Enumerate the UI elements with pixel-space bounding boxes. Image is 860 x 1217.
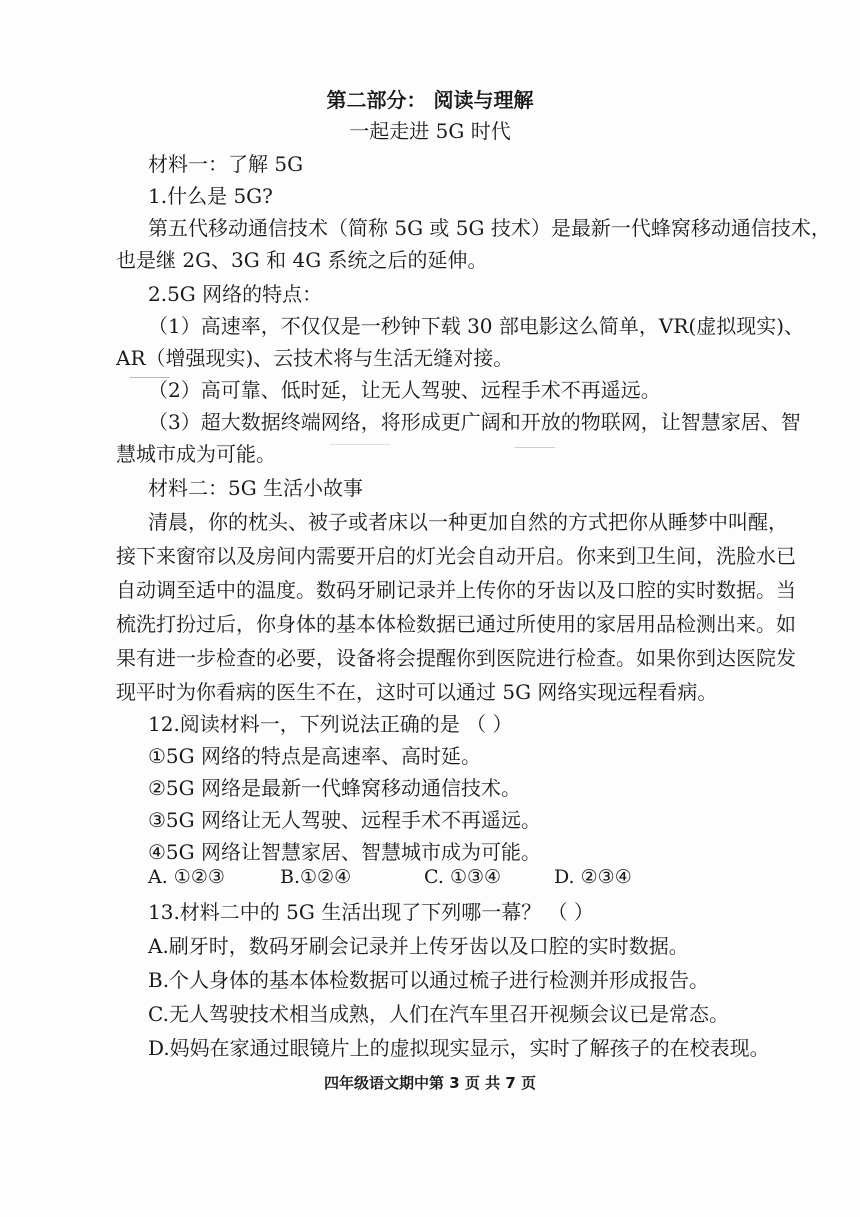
scan-mark: [515, 447, 555, 448]
q12-options: [148, 866, 668, 894]
story-line-2: 接下来窗帘以及房间内需要开启的灯光会自动开启。你来到卫生间，洗脸水已: [116, 544, 796, 568]
q12-statement-1: ①5G 网络的特点是高速率、高时延。: [148, 744, 481, 768]
story-line-6: 现平时为你看病的医生不在，这时可以通过 5G 网络实现远程看病。: [116, 680, 718, 704]
section-title: 第二部分： 阅读与理解: [326, 88, 534, 112]
feature-2-line-1: （2）高可靠、低时延，让无人驾驶、远程手术不再遥远。: [148, 378, 661, 402]
q12-stem: 12.阅读材料一，下列说法正确的是 （ ）: [148, 712, 513, 736]
q13-stem: 13.材料二中的 5G 生活出现了下列哪一幕？ （ ）: [148, 900, 594, 924]
scan-mark: [330, 444, 390, 445]
q1-heading: 1.什么是 5G?: [148, 184, 273, 208]
q13-option-b[interactable]: B.个人身体的基本体检数据可以通过梳子进行检测并形成报告。: [148, 968, 710, 992]
q13-option-a[interactable]: A.刷牙时，数码牙刷会记录并上传牙齿以及口腔的实时数据。: [148, 934, 689, 958]
page-footer: 四年级语文期中第 3 页 共 7 页: [324, 1074, 536, 1092]
material2-heading: 材料二：5G 生活小故事: [148, 476, 364, 500]
q12-option-c[interactable]: C. ①③④: [424, 866, 502, 888]
feature-3-line-1: （3）超大数据终端网络，将形成更广阔和开放的物联网，让智慧家居、智: [148, 410, 801, 434]
scan-mark: [130, 377, 170, 378]
article-title: 一起走进 5G 时代: [349, 119, 511, 143]
feature-1-line-2: AR（增强现实)、云技术将与生活无缝对接。: [116, 346, 514, 370]
story-line-5: 果有进一步检查的必要，设备将会提醒你到医院进行检查。如果你到达医院发: [116, 646, 796, 670]
q12-statement-4: ④5G 网络让智慧家居、智慧城市成为可能。: [148, 840, 541, 864]
q12-statement-3: ③5G 网络让无人驾驶、远程手术不再遥远。: [148, 808, 541, 832]
q12-option-d[interactable]: D. ②③④: [554, 866, 632, 888]
story-line-1: 清晨，你的枕头、被子或者床以一种更加自然的方式把你从睡梦中叫醒，: [148, 510, 788, 534]
q12-option-a[interactable]: A. ①②③: [148, 866, 225, 888]
story-line-4: 梳洗打扮过后，你身体的基本体检数据已通过所使用的家居用品检测出来。如: [116, 612, 796, 636]
q13-option-d[interactable]: D.妈妈在家通过眼镜片上的虚拟现实显示，实时了解孩子的在校表现。: [148, 1036, 770, 1060]
q1-text-line-2: 也是继 2G、3G 和 4G 系统之后的延伸。: [116, 248, 488, 272]
story-line-3: 自动调至适中的温度。数码牙刷记录并上传你的牙齿以及口腔的实时数据。当: [116, 578, 796, 602]
q13-option-c[interactable]: C.无人驾驶技术相当成熟，人们在汽车里召开视频会议已是常态。: [148, 1002, 729, 1026]
q12-statement-2: ②5G 网络是最新一代蜂窝移动通信技术。: [148, 776, 521, 800]
feature-3-line-2: 慧城市成为可能。: [116, 442, 276, 466]
feature-1-line-1: （1）高速率，不仅仅是一秒钟下载 30 部电影这么简单，VR(虚拟现实)、: [148, 314, 804, 338]
q1-text-line-1: 第五代移动通信技术（简称 5G 或 5G 技术）是最新一代蜂窝移动通信技术，: [148, 216, 831, 240]
q2-heading: 2.5G 网络的特点：: [148, 282, 323, 306]
q12-option-b[interactable]: B.①②④: [280, 866, 352, 888]
material1-heading: 材料一：了解 5G: [148, 152, 304, 176]
